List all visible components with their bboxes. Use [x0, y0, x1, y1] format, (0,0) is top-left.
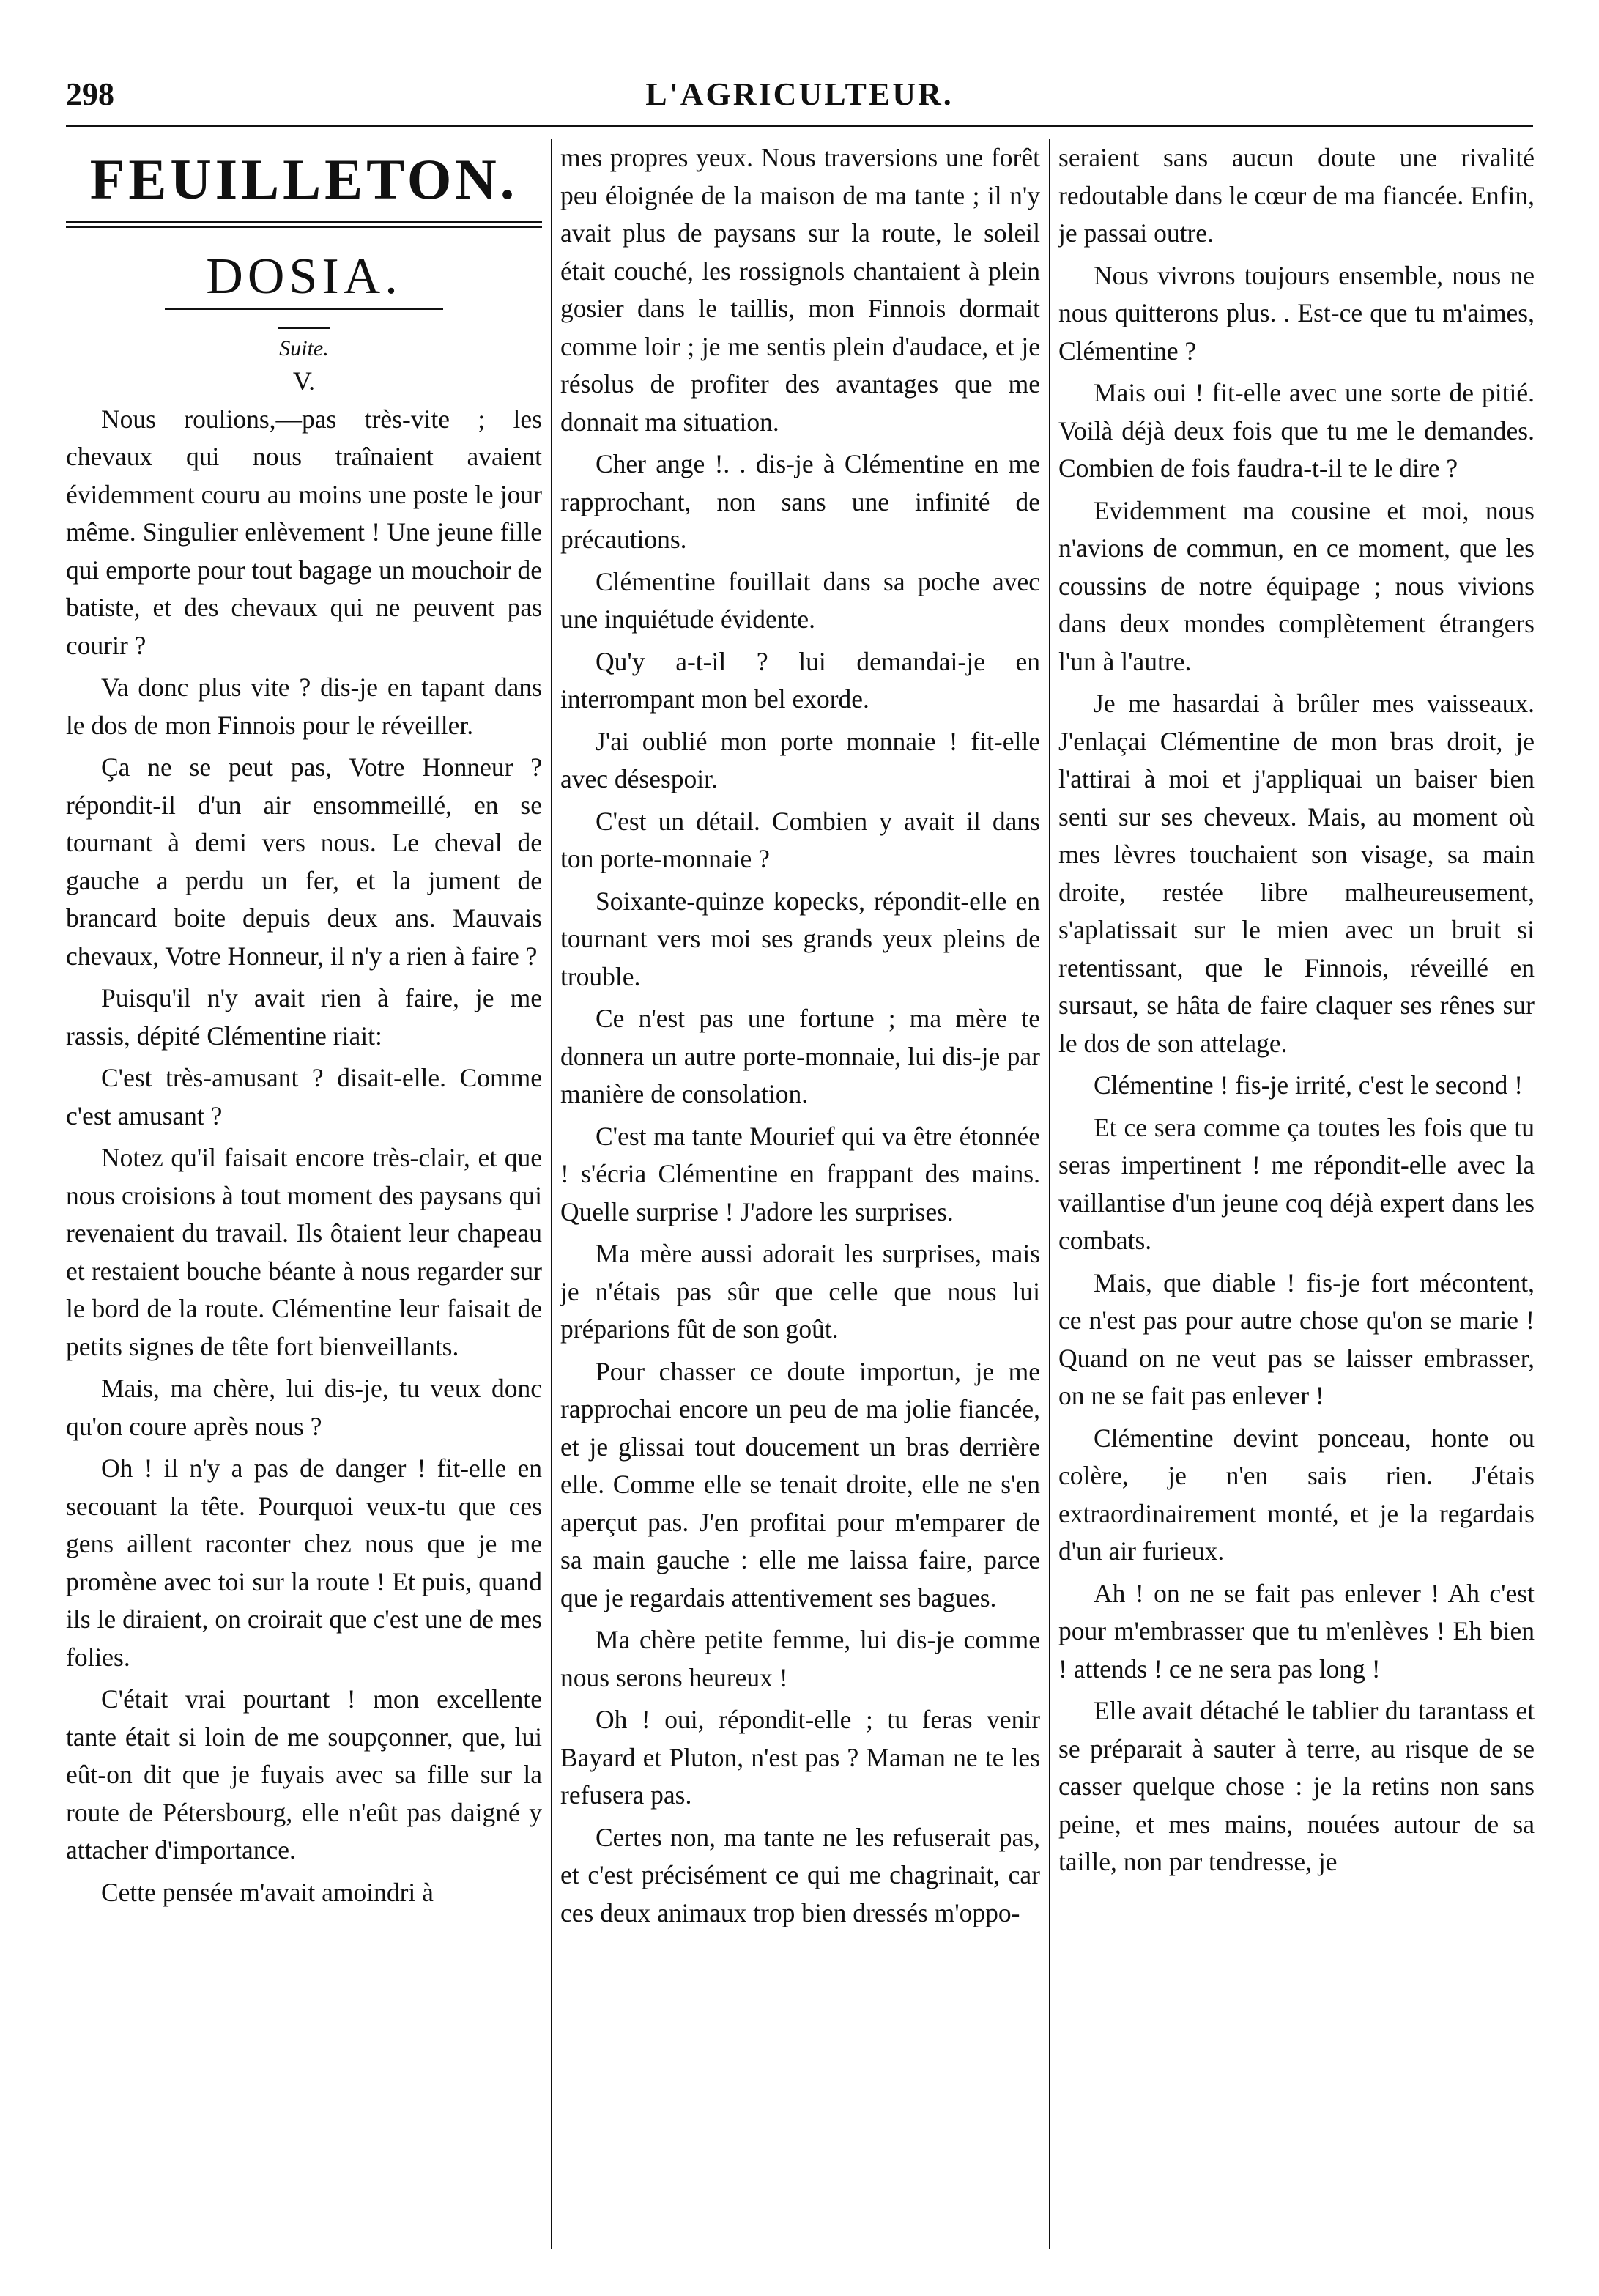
paragraph: Nous roulions,—pas très-vite ; les chevaux qui nous traînaient avaient évidemment couru au moins une poste le jour même. Singulier enlèvement ! Une jeune fille qui emporte pour tout bagage un mouchoir de batiste, et des chevaux qui ne peuvent pas courir ? — [66, 404, 542, 660]
paragraph: C'est ma tante Mourief qui va être étonnée ! s'écria Clémentine en frappant des mains. Quelle surprise ! J'adore les surprises. — [560, 1121, 1040, 1226]
column-2 — [560, 139, 1040, 2249]
page-header — [66, 70, 1533, 114]
paragraph: C'est très-amusant ? disait-elle. Comme c'est amusant ? — [66, 1063, 542, 1130]
paragraph: Certes non, ma tante ne les refuserait pas, et c'est précisément ce qui me chagrinait, car ces deux animaux trop bien dressés m'oppo- — [560, 1822, 1040, 1927]
chapter-number: V. — [292, 366, 316, 396]
paragraph: mes propres yeux. Nous traversions une forêt peu éloignée de la maison de ma tante ; il n'y avait plus de paysans sur la route, le soleil était couché, les rossignols chantaient à plein gosier dans le taillis, mon Finnois dormait comme loir ; je me sentis plein d'audace, et je résolus de profiter des avantages que me donnait ma situation. — [560, 143, 1040, 437]
paragraph: Ma chère petite femme, lui dis-je comme nous serons heureux ! — [560, 1625, 1040, 1692]
suite-label: Suite. — [279, 336, 329, 360]
paragraph: Clémentine fouillait dans sa poche avec une inquiétude évidente. — [560, 566, 1040, 634]
paragraph: Qu'y a-t-il ? lui demandai-je en interrompant mon bel exorde. — [560, 646, 1040, 714]
column-separator — [1049, 139, 1050, 2249]
paragraph: Notez qu'il faisait encore très-clair, et que nous croisions à tout moment des paysans qui revenaient du travail. Ils ôtaient leur chapeau et restaient bouche béante à nous regarder sur le bord de la route. Clémentine leur faisait de petits signes de tête fort bienveillants. — [66, 1143, 542, 1361]
paragraph: Va donc plus vite ? dis-je en tapant dans le dos de mon Finnois pour le réveiller. — [66, 673, 542, 740]
paragraph: Oh ! il n'y a pas de danger ! fit-elle en secouant la tête. Pourquoi veux-tu que ces gens aillent raconter chez nous que je me promène avec toi sur la route ! Et puis, quand ils le diraient, on croirait que c'est une de mes folies. — [66, 1453, 542, 1672]
paragraph: Soixante-quinze kopecks, répondit-elle en tournant vers moi ses grands yeux pleins de trouble. — [560, 886, 1040, 991]
header-rule — [66, 125, 1533, 127]
column-3 — [1058, 139, 1535, 2249]
paragraph: Elle avait détaché le tablier du tarantass et se préparait à sauter à terre, au risque de se casser quelque chose : je la retins non sans peine, et mes mains, nouées autour de sa taille, non par tendresse, je — [1058, 1696, 1535, 1876]
column-1 — [66, 139, 542, 2249]
paragraph: Clémentine ! fis-je irrité, c'est le second ! — [1094, 1070, 1524, 1100]
paragraph: C'est un détail. Combien y avait il dans ton porte-monnaie ? — [560, 806, 1040, 873]
paragraph: Clémentine devint ponceau, honte ou colère, je n'en sais rien. J'étais extraordinairement monté, et je la regardais d'un air furieux. — [1058, 1423, 1535, 1566]
double-rule — [66, 221, 542, 228]
short-rule — [278, 327, 330, 329]
paragraph: Mais, ma chère, lui dis-je, tu veux donc qu'on coure après nous ? — [66, 1374, 542, 1441]
paragraph: Mais, que diable ! fis-je fort mécontent, ce n'est pas pour autre chose qu'on se marie ! Quand on ne veut pas se laisser embrasser, on ne se fait pas enlever ! — [1058, 1267, 1535, 1410]
paragraph: Pour chasser ce doute importun, je me rapprochai encore un peu de ma jolie fiancée, et je glissai tout doucement un bras derrière elle. Comme elle se tenait droite, elle ne s'en aperçut pas. J'en profitai pour m'emparer de sa main gauche : elle me laissa faire, parce que je regardais attentivement ses bagues. — [560, 1356, 1040, 1612]
paragraph: Cher ange !. . dis-je à Clémentine en me rapprochant, non sans une infinité de précautions. — [560, 449, 1040, 554]
paragraph: Puisqu'il n'y avait rien à faire, je me rassis, dépité Clémentine riait: — [66, 983, 542, 1051]
paragraph: J'ai oublié mon porte monnaie ! fit-elle avec désespoir. — [560, 726, 1040, 793]
story-title: DOSIA. — [206, 248, 402, 305]
paragraph: Cette pensée m'avait amoindri à — [101, 1877, 434, 1907]
paragraph: Evidemment ma cousine et moi, nous n'avions de commun, en ce moment, que les coussins de notre équipage ; nous vivions dans deux mondes complètement étrangers l'un à l'autre. — [1058, 495, 1535, 676]
paragraph: seraient sans aucun doute une rivalité redoutable dans le cœur de ma fiancée. Enfin, je passai outre. — [1058, 143, 1535, 248]
page-number: 298 — [66, 76, 114, 112]
paragraph: Oh ! oui, répondit-elle ; tu feras venir Bayard et Pluton, n'est pas ? Maman ne te les refusera pas. — [560, 1705, 1040, 1810]
journal-title: L'AGRICULTEUR. — [645, 76, 954, 112]
paragraph: Nous vivrons toujours ensemble, nous ne nous quitterons plus. . Est-ce que tu m'aimes, Clémentine ? — [1058, 260, 1535, 366]
paragraph: Et ce sera comme ça toutes les fois que tu seras impertinent ! me répondit-elle avec la vaillantise d'un jeune coq déjà expert dans les combats. — [1058, 1112, 1535, 1255]
paragraph: Ce n'est pas une fortune ; ma mère te donnera un autre porte-monnaie, lui dis-je par manière de consolation. — [560, 1004, 1040, 1108]
paragraph: Mais oui ! fit-elle avec une sorte de pitié. Voilà déjà deux fois que tu me le demandes. Combien de fois faudra-t-il te le dire ? — [1058, 378, 1535, 483]
section-heading: FEUILLETON. — [89, 147, 519, 211]
title-underline — [165, 308, 443, 310]
paragraph: Ah ! on ne se fait pas enlever ! Ah c'est pour m'embrasser que tu m'enlèves ! Eh bien ! attends ! ce ne sera pas long ! — [1058, 1578, 1535, 1684]
paragraph: Ça ne se peut pas, Votre Honneur ? répondit-il d'un air ensommeillé, en se tournant à demi vers nous. Le cheval de gauche a perdu un fer, et la jument de brancard boite depuis deux ans. Mauvais chevaux, Votre Honneur, il n'y a rien à faire ? — [66, 752, 542, 971]
paragraph: Je me hasardai à brûler mes vaisseaux. J'enlaçai Clémentine de mon bras droit, je l'attirai à moi et j'appliquai un baiser bien senti sur ses cheveux. Mais, au moment où mes lèvres touchaient son visage, sa main droite, restée libre malheureusement, s'aplatissait sur le mien avec un bruit si retentissant, que le Finnois, réveillé en sursaut, se hâta de faire claquer ses rênes sur le dos de son attelage. — [1058, 689, 1535, 1058]
paragraph: C'était vrai pourtant ! mon excellente tante était si loin de me soupçonner, que, lui eût-on dit que je fuyais avec sa fille sur la route de Pétersbourg, elle n'eût pas daigné y attacher d'importance. — [66, 1684, 542, 1865]
column-separator — [551, 139, 552, 2249]
paragraph: Ma mère aussi adorait les surprises, mais je n'étais pas sûr que celle que nous lui préparions fût de son goût. — [560, 1239, 1040, 1344]
